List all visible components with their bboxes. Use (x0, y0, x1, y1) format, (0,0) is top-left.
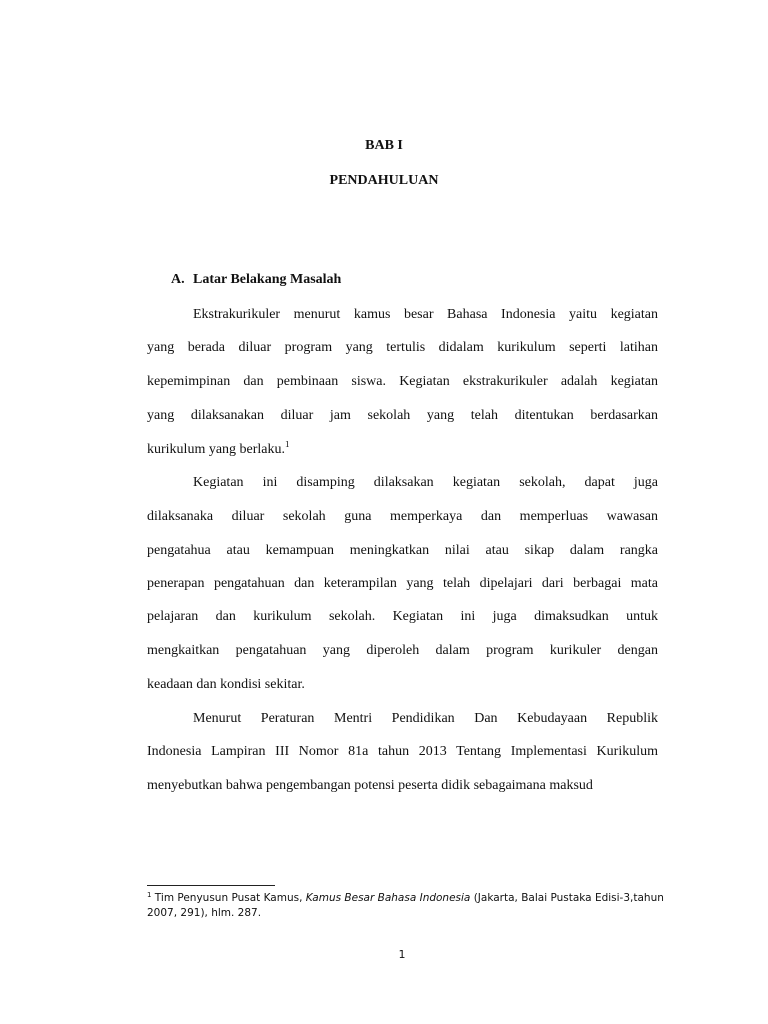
footnote-reference[interactable]: 1 (285, 441, 290, 449)
paragraph-2-line-3: pengatahua atau kemampuan meningkatkan nilai atau sikap dalam rangka (147, 543, 658, 558)
paragraph-2-line-4: penerapan pengatahuan dan keterampilan yang telah dipelajari dari berbagai mata (147, 576, 658, 591)
paragraph-2-line-6: mengkaitkan pengatahuan yang diperoleh dalam program kurikuler dengan (147, 643, 658, 658)
chapter-title: PENDAHULUAN (329, 173, 439, 188)
paragraph-3-line-1: Menurut Peraturan Mentri Pendidikan Dan Kebudayaan Republik (193, 711, 658, 726)
footnote-number: 1 (147, 891, 152, 899)
paragraph-2-line-7: keadaan dan kondisi sekitar. (147, 677, 305, 692)
paragraph-1-line-5 (147, 441, 658, 459)
footnote-book-title: Kamus Besar Bahasa Indonesia (305, 892, 471, 904)
paragraph-2-line-5: pelajaran dan kurikulum sekolah. Kegiatan ini juga dimaksudkan untuk (147, 609, 658, 624)
section-heading (171, 272, 341, 288)
paragraph-3-line-2: Indonesia Lampiran III Nomor 81a tahun 2013 Tentang Implementasi Kurikulum (147, 744, 658, 759)
section-title: Latar Belakang Masalah (193, 272, 342, 287)
footnote-separator (147, 885, 275, 886)
page-number: 1 (398, 948, 406, 961)
paragraph-1-line-4: yang dilaksanakan diluar jam sekolah yang telah ditentukan berdasarkan (147, 408, 658, 423)
paragraph-2-line-2: dilaksanaka diluar sekolah guna memperkaya dan memperluas wawasan (147, 509, 658, 524)
paragraph-1-line-5-text: kurikulum yang berlaku. (147, 442, 286, 457)
footnote-line-2: 2007, 291), hlm. 287. (147, 907, 262, 919)
paragraph-2-line-1: Kegiatan ini disamping dilaksakan kegiatan sekolah, dapat juga (193, 475, 658, 490)
footnote-line-1 (147, 891, 664, 906)
footnote-text-after: (Jakarta, Balai Pustaka Edisi-3,tahun (470, 892, 664, 904)
paragraph-1-line-2: yang berada diluar program yang tertulis didalam kurikulum seperti latihan (147, 340, 658, 355)
chapter-number: BAB I (365, 138, 403, 153)
section-letter: A. (171, 272, 185, 287)
paragraph-1-line-3: kepemimpinan dan pembinaan siswa. Kegiatan ekstrakurikuler adalah kegiatan (147, 374, 658, 389)
paragraph-1-line-1: Ekstrakurikuler menurut kamus besar Bahasa Indonesia yaitu kegiatan (193, 307, 658, 322)
paragraph-3-line-3: menyebutkan bahwa pengembangan potensi peserta didik sebagaimana maksud (147, 778, 593, 793)
footnote-text-before: Tim Penyusun Pusat Kamus, (151, 892, 306, 904)
